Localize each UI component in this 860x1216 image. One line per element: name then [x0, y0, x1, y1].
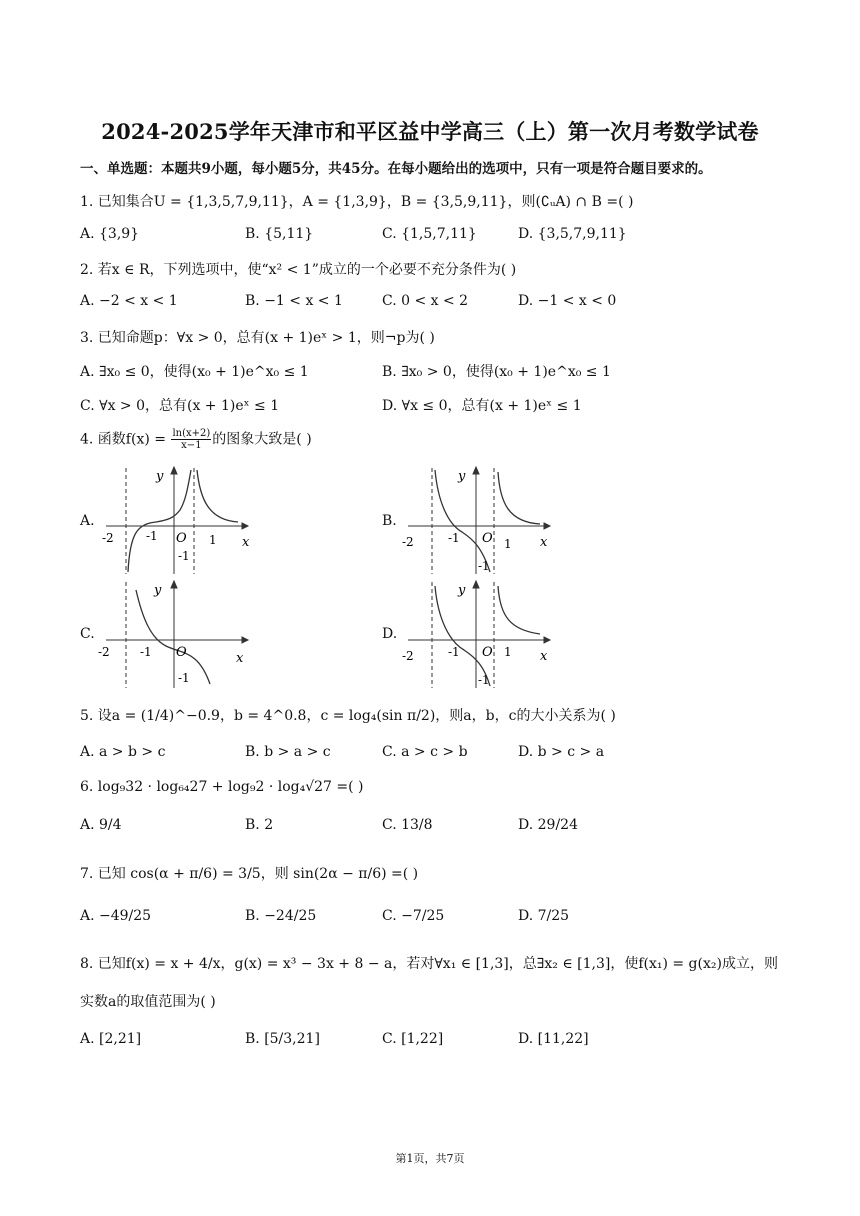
page-title: 2024-2025学年天津市和平区益中学高三（上）第一次月考数学试卷 — [101, 119, 759, 144]
q3-option-a: A. ∃x₀ ≤ 0，使得(x₀ + 1)e^x₀ ≤ 1 — [80, 364, 309, 380]
q4-stem-pre: 4. 函数f(x) = — [80, 431, 171, 448]
section-heading: 一、单选题：本题共9小题，每小题5分，共45分。在每小题给出的选项中，只有一项是符合题目要求的。 — [80, 161, 712, 177]
graph-b-y-label: y — [458, 469, 466, 484]
q4-option-c-label: C. — [80, 626, 95, 642]
q4-graph-b — [398, 462, 558, 580]
graph-c-y-label: y — [154, 583, 162, 598]
q7-option-b: B. −24/25 — [245, 908, 317, 924]
question-4-stem — [80, 428, 312, 451]
q5-option-a: A. a > b > c — [80, 744, 166, 760]
q8-option-b: B. [5/3,21] — [245, 1031, 320, 1047]
page-footer: 第1页，共7页 — [395, 1152, 465, 1165]
graph-a-tick-neg2: -2 — [102, 531, 114, 545]
graph-a-tick-yneg1: -1 — [178, 549, 190, 563]
q6-option-d: D. 29/24 — [518, 817, 578, 833]
q4-option-a-label: A. — [80, 513, 95, 529]
graph-a-tick-1: 1 — [209, 533, 217, 547]
graph-a-y-label: y — [156, 469, 164, 484]
q8-option-a: A. [2,21] — [80, 1031, 142, 1047]
question-3-stem: 3. 已知命题p：∀x > 0，总有(x + 1)eˣ > 1，则¬p为( ) — [80, 330, 435, 346]
graph-d-y-label: y — [458, 583, 466, 598]
q2-option-c: C. 0 < x < 2 — [382, 293, 469, 309]
question-7-stem: 7. 已知 cos(α + π/6) = 3/5，则 sin(2α − π/6) =( ) — [80, 866, 419, 882]
graph-b-tick-neg1: -1 — [448, 531, 460, 545]
graph-c-x-label: x — [236, 651, 244, 666]
q4-graph-d — [398, 576, 558, 694]
graph-d-x-label: x — [540, 649, 548, 664]
q1-option-a: A. {3,9} — [80, 226, 140, 242]
graph-b-tick-yneg1: -1 — [478, 559, 490, 573]
q2-option-a: A. −2 < x < 1 — [80, 293, 178, 309]
graph-c-tick-yneg1: -1 — [178, 671, 190, 685]
q8-option-d: D. [11,22] — [518, 1031, 589, 1047]
q4-frac-num: ln(x+2) — [172, 428, 211, 439]
q8-option-c: C. [1,22] — [382, 1031, 444, 1047]
q7-option-c: C. −7/25 — [382, 908, 445, 924]
graph-b-origin: O — [482, 531, 493, 546]
graph-d-origin: O — [482, 645, 493, 660]
graph-a-x-label: x — [242, 535, 250, 550]
question-2-stem: 2. 若x ∈ R，下列选项中，使“x² < 1”成立的一个必要不充分条件为( ) — [80, 262, 517, 278]
graph-c-tick-neg1: -1 — [140, 645, 152, 659]
q3-option-b: B. ∃x₀ > 0，使得(x₀ + 1)e^x₀ ≤ 1 — [382, 364, 611, 380]
q7-option-d: D. 7/25 — [518, 908, 570, 924]
q7-option-a: A. −49/25 — [80, 908, 152, 924]
graph-a-tick-neg1: -1 — [146, 529, 158, 543]
q4-graph-a — [96, 462, 256, 580]
graph-d-tick-1: 1 — [504, 645, 512, 659]
q6-option-b: B. 2 — [245, 817, 274, 833]
q2-option-b: B. −1 < x < 1 — [245, 293, 343, 309]
question-8-stem: 8. 已知f(x) = x + 4/x，g(x) = x³ − 3x + 8 − a，若对∀x₁ ∈ [1,3]，总∃x₂ ∈ [1,3]，使f(x₁) = g(x₂)成立，则 — [80, 956, 778, 972]
graph-d-tick-neg2: -2 — [402, 649, 414, 663]
q5-option-b: B. b > a > c — [245, 744, 331, 760]
question-6-stem: 6. log₉32 · log₆₄27 + log₉2 · log₄√27 =( ) — [80, 779, 364, 795]
q1-option-c: C. {1,5,7,11} — [382, 226, 477, 242]
q3-option-c: C. ∀x > 0，总有(x + 1)eˣ ≤ 1 — [80, 398, 280, 414]
graph-d-tick-neg1: -1 — [448, 645, 460, 659]
q4-option-d-label: D. — [382, 626, 398, 642]
q4-option-b-label: B. — [382, 513, 397, 529]
graph-c-origin: O — [176, 645, 187, 660]
graph-b-tick-neg2: -2 — [402, 535, 414, 549]
question-8-stem-line2: 实数a的取值范围为( ) — [80, 994, 216, 1010]
graph-c-tick-neg2: -2 — [98, 645, 110, 659]
q4-fraction — [171, 428, 211, 451]
q2-option-d: D. −1 < x < 0 — [518, 293, 617, 309]
question-1-stem: 1. 已知集合U = {1,3,5,7,9,11}，A = {1,3,9}，B = {3,5,9,11}，则(∁ᵤA) ∩ B =( ) — [80, 194, 634, 210]
q6-option-c: C. 13/8 — [382, 817, 433, 833]
graph-b-x-label: x — [540, 535, 548, 550]
q4-graph-c — [96, 576, 256, 694]
graph-d-tick-yneg1: -1 — [478, 673, 490, 687]
q5-option-c: C. a > c > b — [382, 744, 468, 760]
q6-option-a: A. 9/4 — [80, 817, 122, 833]
q1-option-d: D. {3,5,7,9,11} — [518, 226, 627, 242]
q5-option-d: D. b > c > a — [518, 744, 605, 760]
q3-option-d: D. ∀x ≤ 0，总有(x + 1)eˣ ≤ 1 — [382, 398, 582, 414]
q4-stem-post: 的图象大致是( ) — [212, 431, 312, 448]
graph-a-origin: O — [176, 531, 187, 546]
graph-b-tick-1: 1 — [504, 537, 512, 551]
q1-option-b: B. {5,11} — [245, 226, 314, 242]
q4-frac-den: x−1 — [181, 440, 202, 451]
question-5-stem: 5. 设a = (1/4)^−0.9，b = 4^0.8，c = log₄(sin π/2)，则a，b，c的大小关系为( ) — [80, 708, 616, 724]
